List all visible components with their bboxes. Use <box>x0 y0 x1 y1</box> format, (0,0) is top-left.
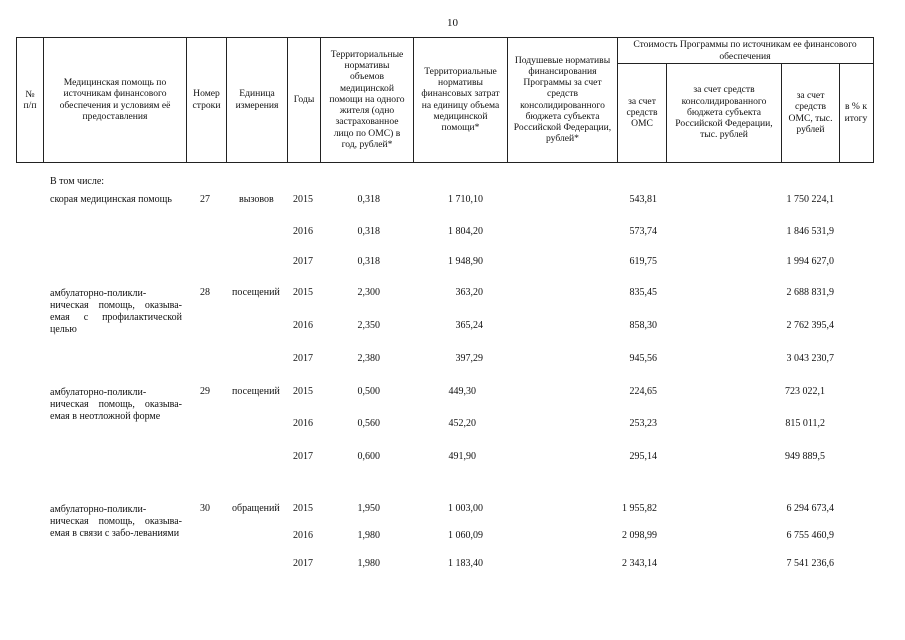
oms-thousand-value: 2 688 831,9 <box>786 287 834 298</box>
oms-thousand-value: 6 755 460,9 <box>786 530 834 541</box>
volume-value: 2,300 <box>357 287 380 298</box>
unit: вызовов <box>239 194 274 205</box>
volume-value: 2,380 <box>357 353 380 364</box>
oms-thousand-value: 1 846 531,9 <box>786 226 834 237</box>
volume-value: 0,318 <box>357 226 380 237</box>
year: 2016 <box>293 226 313 237</box>
oms-thousand-value: 1 994 627,0 <box>786 256 834 267</box>
volume-value: 0,500 <box>357 386 380 397</box>
volume-value: 0,600 <box>357 451 380 462</box>
oms-value: 619,75 <box>629 256 657 267</box>
volume-value: 0,318 <box>357 256 380 267</box>
header-sub-oms-thousand: за счет средств ОМС, тыс. рублей <box>788 90 833 135</box>
year: 2017 <box>293 558 313 569</box>
header-sub-percent: в % к итогу <box>844 101 868 124</box>
oms-value: 295,14 <box>629 451 657 462</box>
oms-value: 2 098,99 <box>622 530 657 541</box>
header-sub-oms: за счет средств ОМС <box>626 95 658 130</box>
cost-value: 363,20 <box>455 287 483 298</box>
oms-value: 253,23 <box>629 418 657 429</box>
header-care: Медицинская помощь по источникам финансового обеспечения и условиям её предоставления <box>59 77 171 122</box>
header-sub-budget: за счет средств консолидированного бюджета субъекта Российской Федерации, тыс. рублей <box>675 84 773 141</box>
header-volume: Территориальные нормативы объемов медицинской помощи на одного жителя (одно застрахованное лицо по ОМС) в год, рублей* <box>329 49 405 150</box>
cost-value: 491,90 <box>448 451 476 462</box>
year: 2015 <box>293 194 313 205</box>
volume-value: 1,980 <box>357 530 380 541</box>
oms-thousand-value: 2 762 395,4 <box>786 320 834 331</box>
oms-value: 2 343,14 <box>622 558 657 569</box>
care-type-name: амбулаторно-поликли-ническая помощь, оказыва-емая с профилактической целью <box>50 288 182 335</box>
volume-value: 2,350 <box>357 320 380 331</box>
section-label: В том числе: <box>50 176 105 187</box>
year: 2015 <box>293 287 313 298</box>
cost-value: 365,24 <box>455 320 483 331</box>
care-type-name: скорая медицинская помощь <box>50 194 172 205</box>
oms-value: 1 955,82 <box>622 503 657 514</box>
year: 2016 <box>293 530 313 541</box>
oms-value: 835,45 <box>629 287 657 298</box>
volume-value: 0,318 <box>357 194 380 205</box>
row-number: 28 <box>200 287 210 298</box>
cost-value: 1 710,10 <box>448 194 483 205</box>
oms-value: 224,65 <box>629 386 657 397</box>
cost-value: 1 183,40 <box>448 558 483 569</box>
oms-thousand-value: 6 294 673,4 <box>786 503 834 514</box>
oms-value: 543,81 <box>629 194 657 205</box>
oms-value: 858,30 <box>629 320 657 331</box>
volume-value: 0,560 <box>357 418 380 429</box>
care-type-name: амбулаторно-поликли-ническая помощь, оказыва-емая в связи с забо-леваниями <box>50 504 182 539</box>
header-years: Годы <box>293 93 315 105</box>
volume-value: 1,950 <box>357 503 380 514</box>
year: 2016 <box>293 320 313 331</box>
care-type-name: амбулаторно-поликли-ническая помощь, оказыва-емая в неотложной форме <box>50 387 182 422</box>
year: 2015 <box>293 386 313 397</box>
oms-thousand-value: 723 022,1 <box>785 386 825 397</box>
cost-value: 1 804,20 <box>448 226 483 237</box>
page-number: 10 <box>447 17 458 29</box>
row-number: 27 <box>200 194 210 205</box>
year: 2015 <box>293 503 313 514</box>
header-cost: Территориальные нормативы финансовых затрат на единицу объема медицинской помощи* <box>421 65 500 133</box>
year: 2016 <box>293 418 313 429</box>
oms-thousand-value: 815 011,2 <box>785 418 825 429</box>
oms-thousand-value: 949 889,5 <box>785 451 825 462</box>
header-total-group: Стоимость Программы по источникам ее финансового обеспечения <box>633 39 857 62</box>
oms-thousand-value: 7 541 236,6 <box>786 558 834 569</box>
cost-value: 449,30 <box>448 386 476 397</box>
row-number: 30 <box>200 503 210 514</box>
cost-value: 397,29 <box>455 353 483 364</box>
header-per-capita: Подушевые нормативы финансирования Программы за счет средств консолидированного бюджета субъекта Российской Федерации, рублей* <box>513 54 612 145</box>
unit: обращений <box>232 503 280 514</box>
cost-value: 1 948,90 <box>448 256 483 267</box>
header-row-number: Номер строки <box>192 88 221 111</box>
cost-value: 1 060,09 <box>448 530 483 541</box>
year: 2017 <box>293 353 313 364</box>
header-num: № п/п <box>23 88 37 111</box>
oms-thousand-value: 3 043 230,7 <box>786 353 834 364</box>
unit: посещений <box>232 287 280 298</box>
volume-value: 1,980 <box>357 558 380 569</box>
header-unit: Единица измерения <box>235 88 279 111</box>
year: 2017 <box>293 451 313 462</box>
year: 2017 <box>293 256 313 267</box>
oms-value: 573,74 <box>629 226 657 237</box>
oms-thousand-value: 1 750 224,1 <box>786 194 834 205</box>
cost-value: 452,20 <box>448 418 476 429</box>
cost-value: 1 003,00 <box>448 503 483 514</box>
unit: посещений <box>232 386 280 397</box>
row-number: 29 <box>200 386 210 397</box>
oms-value: 945,56 <box>629 353 657 364</box>
